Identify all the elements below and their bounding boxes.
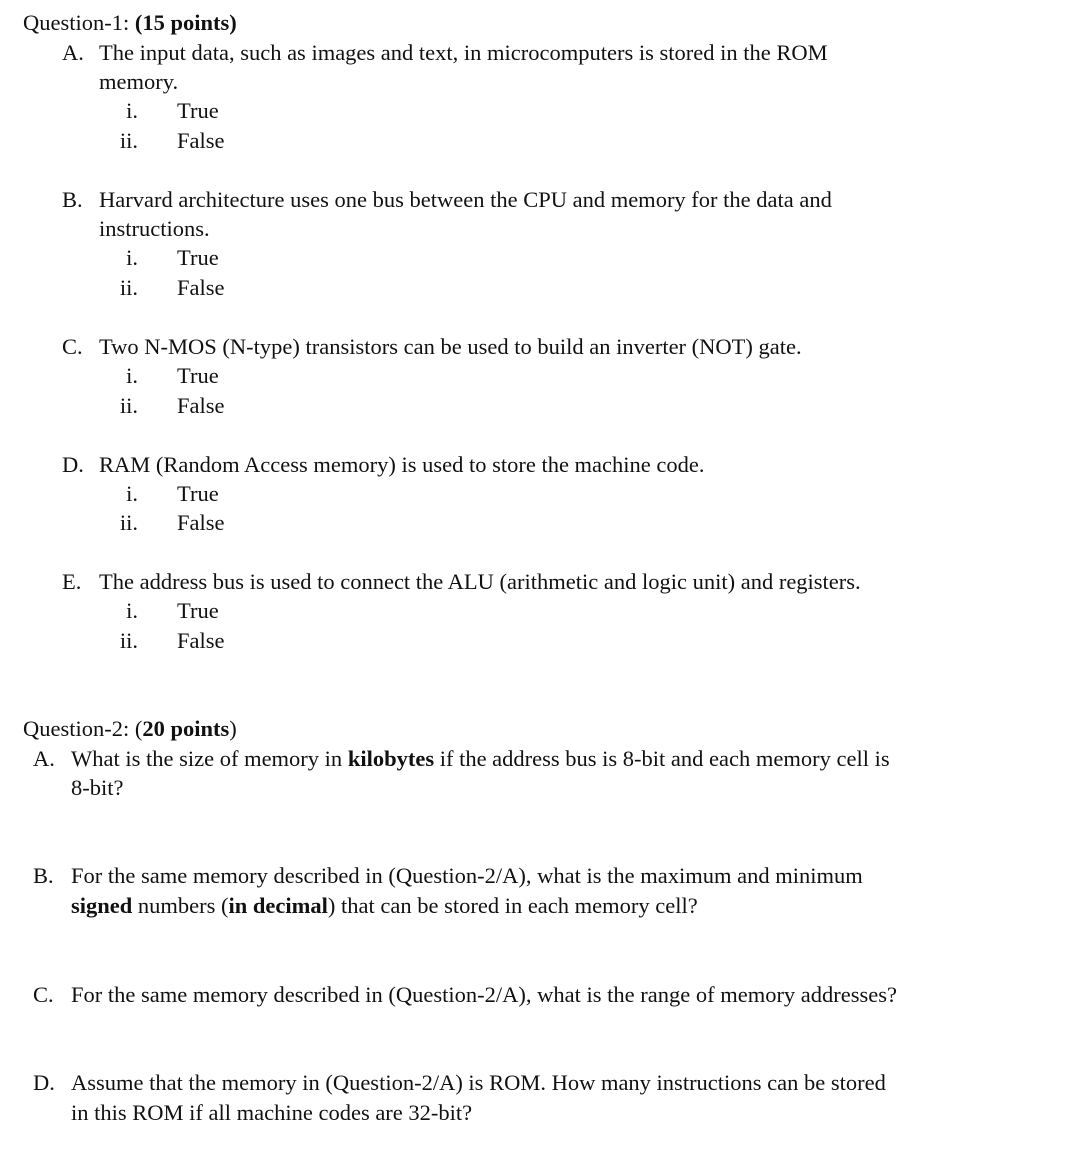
question-1-points: (15 points) [134,10,237,35]
question-2-title [23,714,237,744]
q1-b-line-1: Harvard architecture uses one bus between the CPU and memory for the data and [99,187,832,212]
question-2-paren-close: ) [229,716,237,741]
q2-a-line-1-bold: kilobytes [347,746,435,771]
q1-b-option-2-text: False [177,275,225,300]
q1-c-option-2-text: False [177,393,225,418]
q1-a-line-2: memory. [99,69,179,94]
q1-d-option-2-num: ii. [119,510,138,535]
question-2-points: 20 points [142,716,230,741]
q2-d-line-2: in this ROM if all machine codes are 32-bit? [71,1100,473,1125]
q1-c-line-1: Two N-MOS (N-type) transistors can be used to build an inverter (NOT) gate. [99,334,802,359]
q2-b-line-1: For the same memory described in (Question-2/A), what is the maximum and minimum [71,863,863,888]
q2-a-letter: A. [33,746,55,771]
q2-c-letter: C. [33,982,54,1007]
q2-a-line-1-pre: What is the size of memory in [71,746,348,771]
q1-d-option-1-text: True [177,481,219,506]
question-2-label: Question-2: [23,716,130,741]
q1-d-letter: D. [62,452,84,477]
q2-b-line-2-bold-2: in decimal [228,893,328,918]
q1-d-option-2-text: False [177,510,225,535]
q2-b-letter: B. [33,863,54,888]
q1-b-letter: B. [62,187,83,212]
q1-b-option-1-text: True [177,245,219,270]
q1-e-line-1: The address bus is used to connect the ALU (arithmetic and logic unit) and registers. [99,569,861,594]
q1-d-line-1: RAM (Random Access memory) is used to store the machine code. [99,452,705,477]
q1-a-line-1: The input data, such as images and text, in microcomputers is stored in the ROM [99,40,828,65]
q2-a-line-2: 8-bit? [71,775,124,800]
q1-a-letter: A. [62,40,84,65]
q1-a-option-1-num: i. [126,98,138,123]
q1-a-option-2-num: ii. [119,128,138,153]
q1-a-option-2-text: False [177,128,225,153]
q1-b-line-2: instructions. [99,216,210,241]
question-2-paren-open: ( [134,716,143,741]
q2-d-letter: D. [33,1070,55,1095]
q2-a-line-1-post: if the address bus is 8-bit and each memory cell is [434,746,890,771]
q1-b-option-1-num: i. [126,245,138,270]
q2-a-line-1 [71,744,890,774]
q2-b-line-2 [71,891,698,921]
q2-c-line-1: For the same memory described in (Question-2/A), what is the range of memory addresses? [71,982,898,1007]
q1-c-letter: C. [62,334,83,359]
q1-a-option-1-text: True [177,98,219,123]
q1-c-option-1-num: i. [126,363,138,388]
q1-e-option-2-text: False [177,628,225,653]
q2-d-line-1: Assume that the memory in (Question-2/A) is ROM. How many instructions can be stored [71,1070,886,1095]
q2-b-line-2-mid: numbers ( [132,893,229,918]
q1-e-letter: E. [62,569,82,594]
q1-e-option-2-num: ii. [119,628,138,653]
q1-e-option-1-num: i. [126,598,138,623]
q2-b-line-2-bold-1: signed [71,893,133,918]
q1-d-option-1-num: i. [126,481,138,506]
q1-c-option-2-num: ii. [119,393,138,418]
question-1-title [23,8,237,38]
q1-e-option-1-text: True [177,598,219,623]
question-1-label: Question-1: [23,10,130,35]
q2-b-line-2-post: ) that can be stored in each memory cell? [327,893,698,918]
q1-b-option-2-num: ii. [119,275,138,300]
q1-c-option-1-text: True [177,363,219,388]
